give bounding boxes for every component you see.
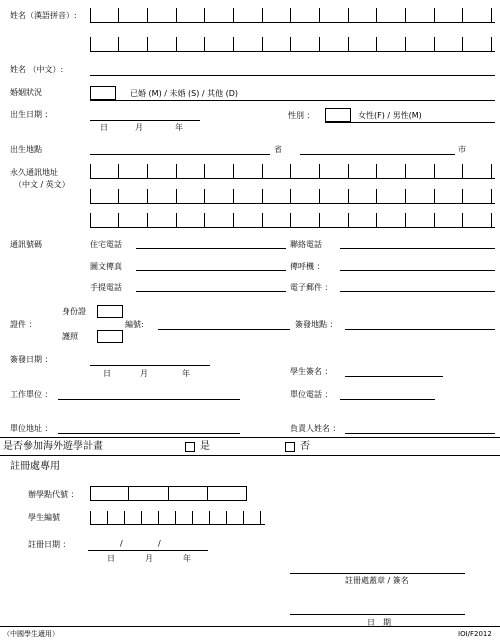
birth-day: 日 — [100, 123, 108, 132]
registry-date-field[interactable] — [290, 614, 465, 615]
reg-date-field[interactable] — [88, 550, 208, 551]
person-in-charge-field[interactable] — [345, 433, 495, 434]
unit-address-field[interactable] — [58, 433, 240, 434]
marital-label: 婚姻狀況 — [10, 88, 42, 97]
seal-sign-field[interactable] — [290, 573, 465, 574]
unit-phone-field[interactable] — [340, 399, 435, 400]
passport-label: 護照 — [62, 332, 78, 341]
id-doc-label: 證件 ： — [10, 320, 37, 329]
marital-options: 已婚 (M) / 未婚 (S) / 其他 (D) — [130, 89, 239, 98]
id-card-box[interactable] — [97, 305, 123, 318]
reg-year: 年 — [183, 554, 191, 563]
pager-label: 傳呼機 ： — [290, 262, 325, 271]
reg-date-slash-1: / — [120, 539, 123, 548]
work-unit-field[interactable] — [58, 399, 240, 400]
student-no-label: 學生編號 — [28, 513, 60, 522]
name-pinyin-label: 姓名（漢語拼音）: — [10, 11, 77, 20]
birth-label: 出生日期 ： — [10, 110, 53, 119]
issue-date-label: 簽發日期 ： — [10, 355, 53, 364]
marital-line — [90, 100, 495, 101]
footer-divider — [0, 626, 500, 627]
contact-label: 通訊號碼 — [10, 240, 42, 249]
fax-field[interactable] — [136, 270, 286, 271]
address-label: 永久通訊地址 — [10, 168, 58, 177]
issue-place-label: 簽發地點 ： — [295, 320, 338, 329]
gender-line — [325, 122, 495, 123]
fax-label: 圖文傳真 — [90, 262, 122, 271]
overseas-question: 是否參加海外遊學計畫 — [3, 441, 103, 452]
city-field[interactable] — [300, 154, 455, 155]
contact-phone-field[interactable] — [340, 248, 495, 249]
student-sign-field[interactable] — [345, 376, 443, 377]
birth-year: 年 — [175, 123, 183, 132]
id-number-field[interactable] — [158, 329, 290, 330]
issue-year: 年 — [182, 369, 190, 378]
student-sign-label: 學生簽名 ： — [290, 367, 333, 376]
registry-date-label: 日 期 — [367, 618, 391, 627]
overseas-yes-label: 是 — [200, 441, 210, 452]
birthplace-label: 出生地點 — [10, 145, 42, 154]
work-unit-label: 工作單位 ： — [10, 390, 53, 399]
pager-field[interactable] — [340, 270, 495, 271]
overseas-no-label: 否 — [300, 441, 310, 452]
email-label: 電子郵件 ： — [290, 283, 333, 292]
home-phone-label: 住宅電話 — [90, 240, 122, 249]
footer-left: （中國學生適用） — [3, 630, 59, 638]
reg-day: 日 — [107, 554, 115, 563]
home-phone-field[interactable] — [136, 248, 286, 249]
gender-options: 女性(F) / 男性(M) — [358, 111, 422, 120]
seal-sign-label: 註冊處蓋章 / 簽名 — [345, 576, 409, 585]
issue-month: 月 — [140, 369, 148, 378]
overseas-yes-checkbox[interactable] — [185, 442, 195, 452]
id-card-label: 身份證 — [62, 307, 86, 316]
city-label: 市 — [458, 145, 466, 154]
issue-day: 日 — [103, 369, 111, 378]
name-chinese-label: 姓名 （中文）: — [10, 65, 64, 74]
marital-box[interactable] — [90, 86, 116, 100]
contact-phone-label: 聯絡電話 — [290, 240, 322, 249]
person-in-charge-label: 負責人姓名 ： — [290, 424, 341, 433]
reg-month: 月 — [145, 554, 153, 563]
reg-date-label: 註冊日期 ： — [28, 540, 71, 549]
mobile-label: 手提電話 — [90, 283, 122, 292]
province-field[interactable] — [90, 154, 270, 155]
issue-place-field[interactable] — [345, 329, 495, 330]
overseas-no-checkbox[interactable] — [285, 442, 295, 452]
address-sublabel: （中文 / 英文） — [14, 180, 70, 189]
issue-date-field[interactable] — [90, 365, 210, 366]
gender-label: 性別 ： — [288, 111, 315, 120]
name-chinese-field[interactable] — [90, 75, 495, 76]
email-field[interactable] — [340, 291, 495, 292]
id-number-label: 編號: — [125, 320, 144, 329]
mobile-field[interactable] — [136, 291, 286, 292]
gender-box[interactable] — [325, 108, 351, 122]
province-label: 省 — [274, 145, 282, 154]
section-divider-bottom — [0, 455, 500, 456]
passport-box[interactable] — [97, 330, 123, 343]
section-divider-top — [0, 437, 500, 438]
unit-address-label: 單位地址 ： — [10, 424, 53, 433]
registry-title: 註冊處專用 — [10, 461, 60, 472]
reg-date-slash-2: / — [158, 539, 161, 548]
birth-date-field[interactable] — [90, 120, 200, 121]
unit-phone-label: 單位電話 ： — [290, 390, 333, 399]
school-code-label: 辦學點代號 ： — [28, 490, 79, 499]
footer-code: IOI/F2012 — [458, 630, 492, 638]
birth-month: 月 — [135, 123, 143, 132]
